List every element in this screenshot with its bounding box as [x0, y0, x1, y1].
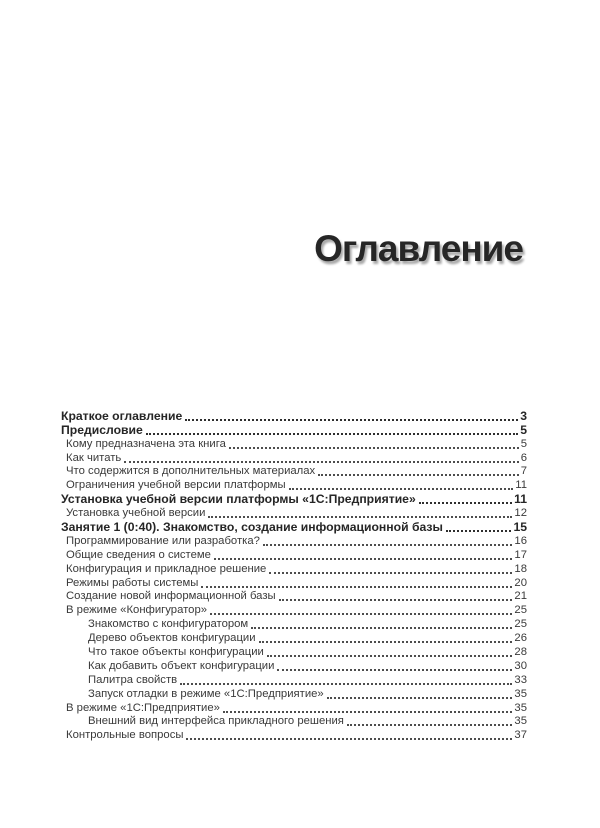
- toc-entry: [61, 645, 527, 659]
- toc-entry-label: Как читать: [66, 451, 122, 464]
- toc-entry-label: Режимы работы системы: [66, 576, 199, 589]
- toc-entry: [61, 576, 527, 590]
- toc-entry: [61, 617, 527, 631]
- toc-entry-label: Знакомство с конфигуратором: [88, 618, 249, 631]
- toc-entry-page-number: 3: [520, 408, 527, 423]
- dot-leader-line: [263, 544, 513, 546]
- toc-entry-page-number: 35: [514, 715, 527, 728]
- toc-entry-page-number: 5: [520, 437, 527, 450]
- toc-entry: [61, 437, 527, 451]
- toc-entry: [61, 506, 527, 520]
- dot-leader-line: [124, 461, 518, 463]
- toc-entry: [61, 548, 527, 562]
- dot-leader-line: [229, 447, 519, 449]
- toc-entry: [61, 562, 527, 576]
- toc-entry: [61, 631, 527, 645]
- toc-entry-label: Программирование или разработка?: [66, 534, 260, 547]
- dot-leader-line: [208, 516, 512, 518]
- toc-entry-label: Контрольные вопросы: [66, 729, 184, 742]
- toc-entry-label: Краткое оглавление: [61, 408, 183, 423]
- dot-leader-line: [267, 655, 513, 657]
- toc-entry: [61, 701, 527, 715]
- toc-entry-page-number: 21: [514, 590, 527, 603]
- toc-entry-label: Установка учебной версии платформы «1С:Предприятие»: [61, 492, 416, 507]
- dot-leader-line: [185, 419, 518, 421]
- toc-entry-page-number: 11: [514, 492, 527, 507]
- dot-leader-line: [446, 530, 512, 532]
- toc-list: [61, 409, 527, 742]
- toc-entry: [61, 659, 527, 673]
- toc-entry-page-number: 35: [514, 687, 527, 700]
- toc-entry: [61, 409, 527, 423]
- toc-entry-page-number: 28: [514, 646, 527, 659]
- toc-entry-label: Ограничения учебной версии платформы: [66, 479, 286, 492]
- toc-entry-label: Что содержится в дополнительных материалах: [66, 465, 316, 478]
- toc-entry-page-number: 26: [514, 632, 527, 645]
- dot-leader-line: [186, 738, 512, 740]
- toc-entry: [61, 687, 527, 701]
- toc-entry-label: В режиме «1С:Предприятие»: [66, 701, 220, 714]
- toc-entry: [61, 603, 527, 617]
- toc-entry: [61, 715, 527, 729]
- dot-leader-line: [327, 697, 513, 699]
- dot-leader-line: [180, 683, 512, 685]
- dot-leader-line: [259, 641, 513, 643]
- dot-leader-line: [201, 586, 512, 588]
- toc-entry-label: Внешний вид интерфейса прикладного решения: [88, 715, 344, 728]
- toc-entry-page-number: 33: [514, 673, 527, 686]
- toc-entry-page-number: 37: [514, 729, 527, 742]
- toc-entry: [61, 534, 527, 548]
- toc-entry: [61, 492, 527, 506]
- dot-leader-line: [214, 558, 512, 560]
- toc-entry-page-number: 7: [520, 465, 527, 478]
- toc-entry-label: Палитра свойств: [88, 673, 178, 686]
- toc-entry-label: Конфигурация и прикладное решение: [66, 562, 267, 575]
- dot-leader-line: [210, 613, 512, 615]
- dot-leader-line: [277, 669, 512, 671]
- toc-entry: [61, 520, 527, 534]
- toc-entry-page-number: 25: [514, 604, 527, 617]
- toc-entry-label: Запуск отладки в режиме «1С:Предприятие»: [88, 687, 324, 700]
- toc-entry-page-number: 6: [520, 451, 527, 464]
- toc-entry: [61, 478, 527, 492]
- toc-entry-page-number: 25: [514, 618, 527, 631]
- toc-entry: [61, 451, 527, 465]
- toc-entry-page-number: 5: [520, 422, 527, 437]
- toc-entry-label: Создание новой информационной базы: [66, 590, 276, 603]
- dot-leader-line: [419, 502, 512, 504]
- toc-entry-label: Занятие 1 (0:40). Знакомство, создание информационной базы: [61, 520, 443, 535]
- dot-leader-line: [146, 433, 518, 435]
- toc-entry-page-number: 30: [514, 659, 527, 672]
- toc-entry-page-number: 18: [514, 562, 527, 575]
- toc-entry-page-number: 15: [513, 520, 527, 535]
- dot-leader-line: [318, 474, 519, 476]
- toc-entry-page-number: 11: [515, 479, 527, 492]
- dot-leader-line: [289, 488, 514, 490]
- toc-entry: [61, 465, 527, 479]
- toc-entry: [61, 728, 527, 742]
- toc-entry: [61, 590, 527, 604]
- toc-entry: [61, 423, 527, 437]
- toc-entry-page-number: 20: [514, 576, 527, 589]
- toc-entry-label: Кому предназначена эта книга: [66, 437, 226, 450]
- page-title: Оглавление: [314, 228, 523, 269]
- dot-leader-line: [269, 572, 512, 574]
- toc-entry-page-number: 16: [514, 534, 527, 547]
- toc-entry-page-number: 35: [514, 701, 527, 714]
- toc-entry-label: Как добавить объект конфигурации: [88, 659, 275, 672]
- toc-entry-label: Что такое объекты конфигурации: [88, 646, 264, 659]
- dot-leader-line: [279, 599, 513, 601]
- toc-entry-page-number: 17: [514, 548, 527, 561]
- toc-entry: [61, 673, 527, 687]
- dot-leader-line: [223, 711, 512, 713]
- toc-entry-label: Дерево объектов конфигурации: [88, 632, 256, 645]
- toc-entry-label: Установка учебной версии: [66, 507, 206, 520]
- toc-entry-label: Общие сведения о системе: [66, 548, 211, 561]
- dot-leader-line: [347, 724, 513, 726]
- toc-entry-page-number: 12: [514, 507, 527, 520]
- dot-leader-line: [251, 627, 512, 629]
- toc-entry-label: В режиме «Конфигуратор»: [66, 604, 208, 617]
- toc-entry-label: Предисловие: [61, 422, 143, 437]
